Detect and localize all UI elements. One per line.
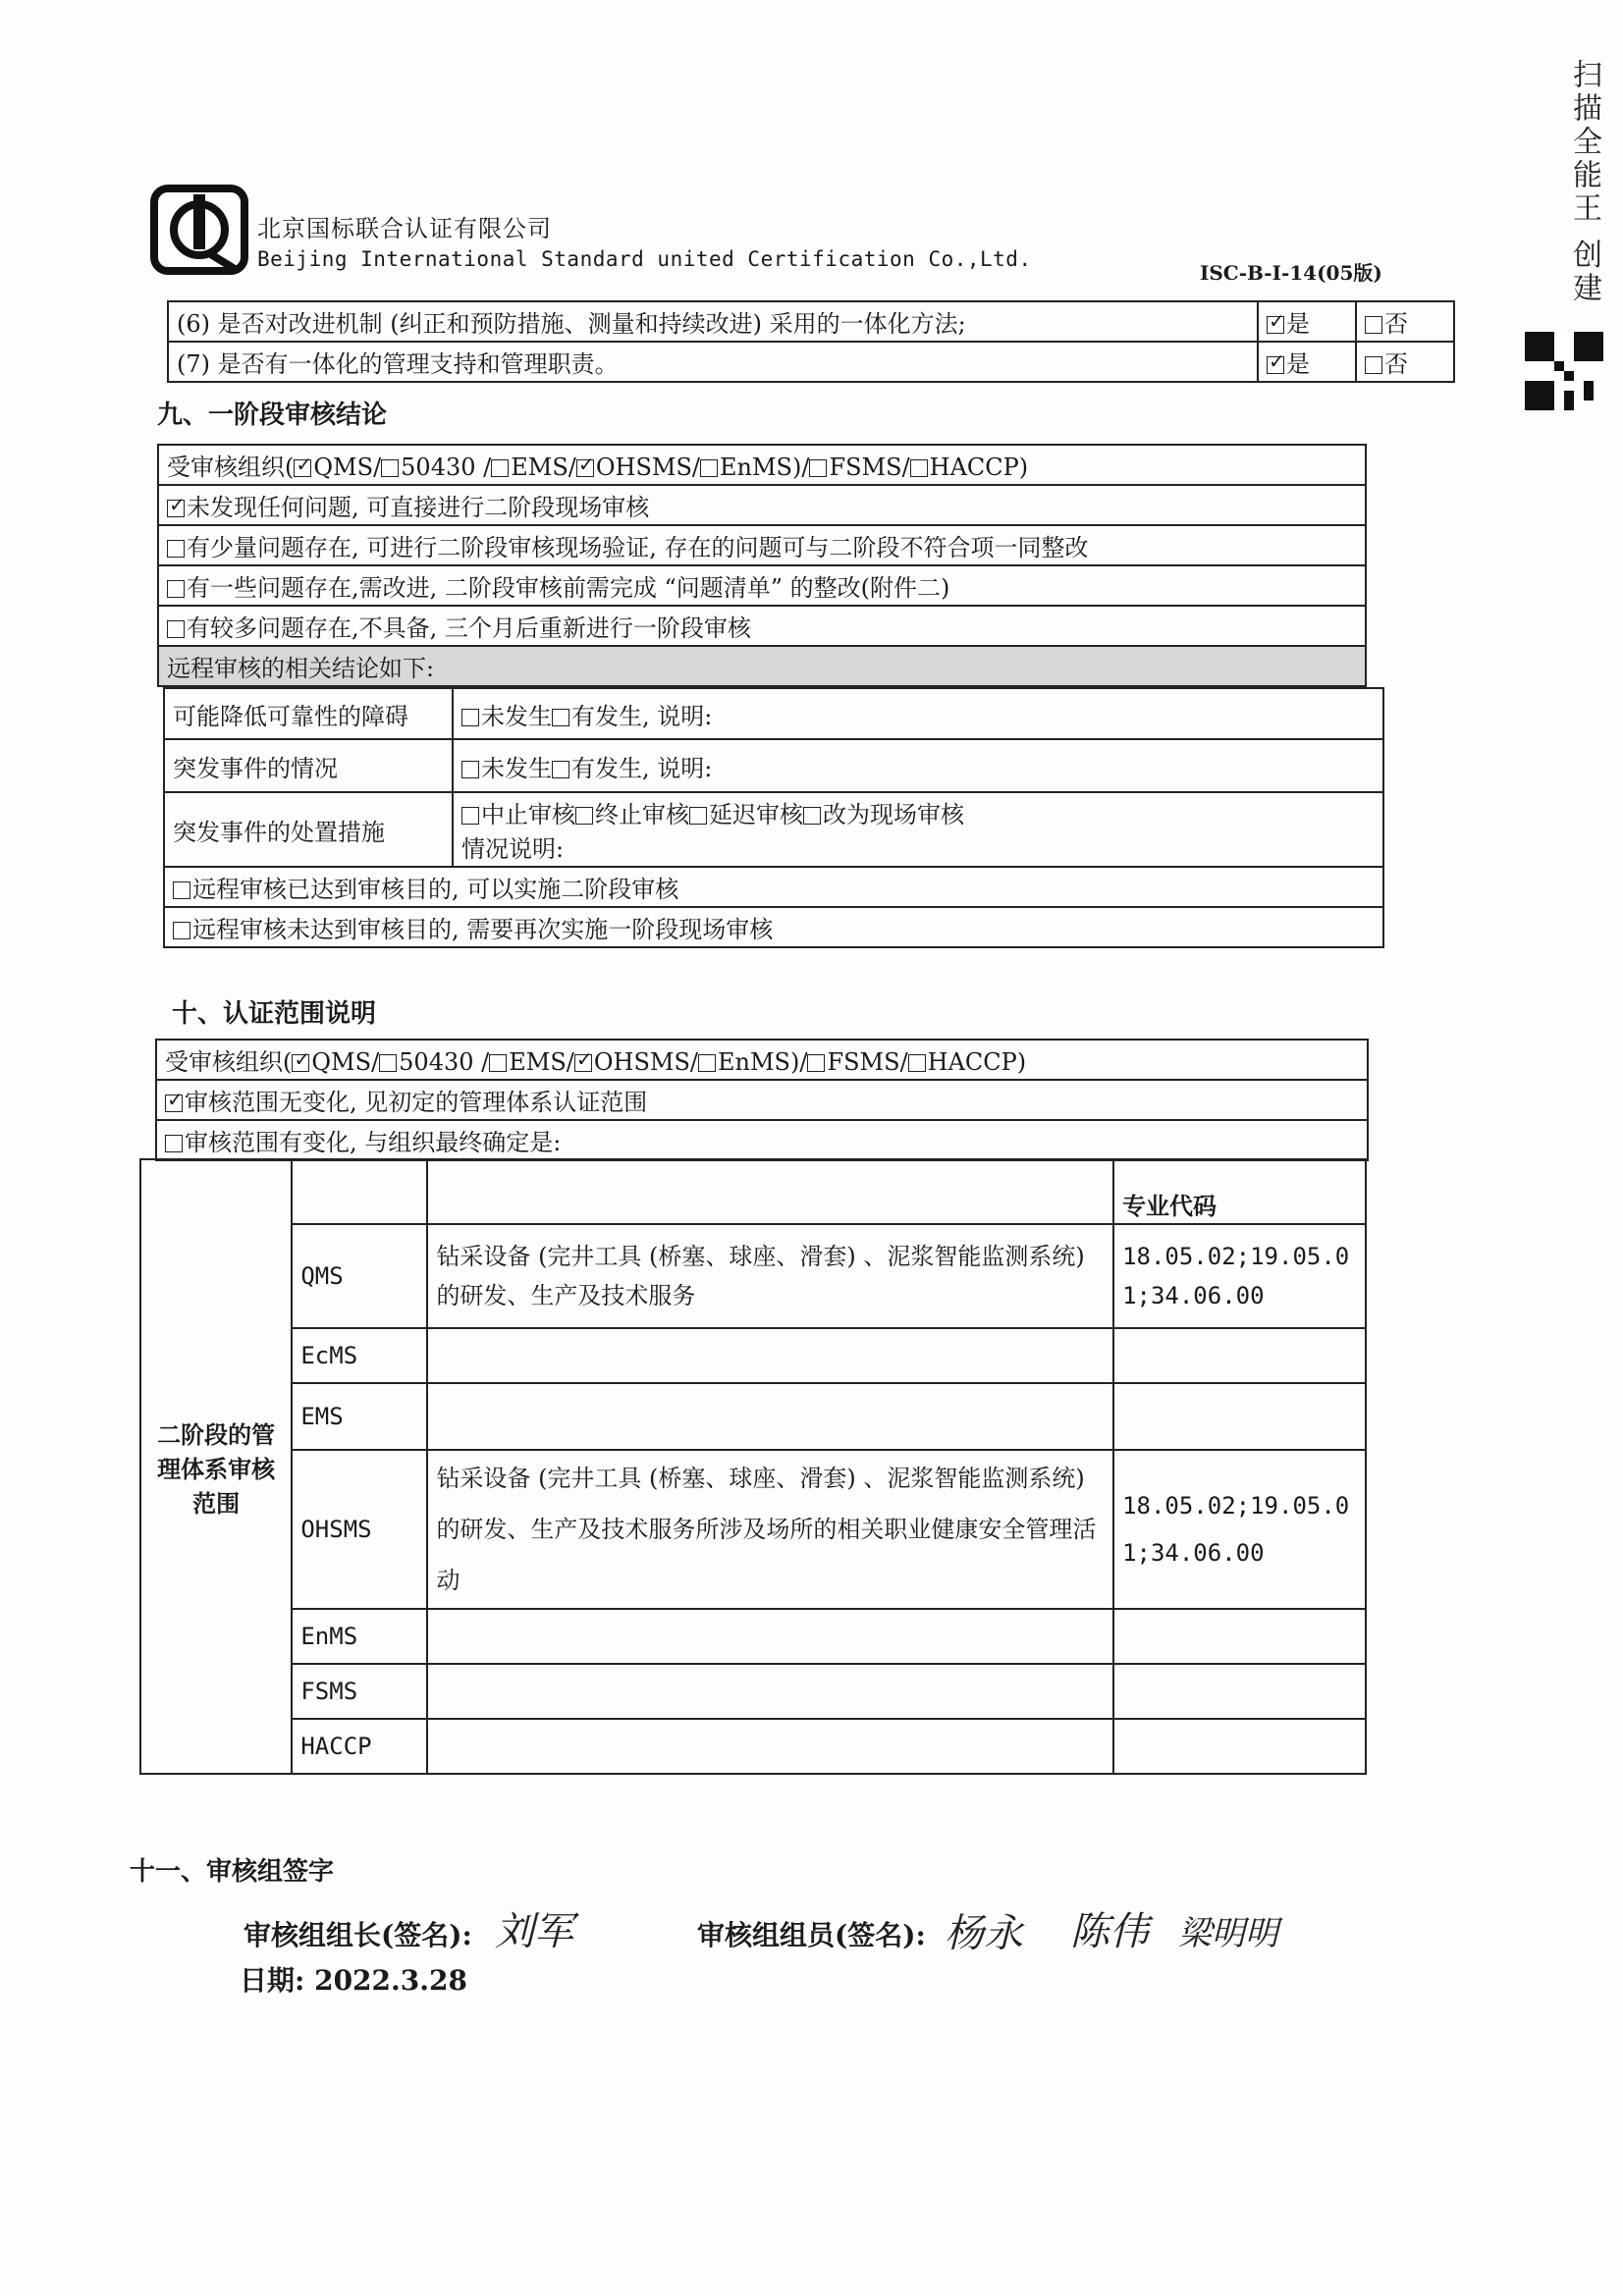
table-row: (6) 是否对改进机制 (纠正和预防措施、测量和持续改进) 采用的一体化方法; ✓ 是 否: [168, 301, 1454, 342]
scope-table: [139, 1158, 1367, 1775]
suspend-checkbox[interactable]: [461, 807, 479, 825]
scope-text: [427, 1609, 1113, 1664]
scope-text: [427, 1383, 1113, 1450]
table-row: 突发事件的处置措施 中止审核 终止审核 延迟审核 改为现场审核 情况说明:: [164, 792, 1383, 867]
table-row: [140, 1328, 1366, 1383]
scope-code: 18.05.02;19.05.01;34.06.00: [1113, 1450, 1366, 1609]
table-row: [140, 1383, 1366, 1450]
haccp-checkbox[interactable]: [908, 1054, 926, 1072]
member-signature: 杨永: [945, 1911, 1023, 1956]
system-name: HACCP: [292, 1719, 427, 1774]
option-checkbox[interactable]: [165, 1095, 183, 1112]
member-signature: 梁明明: [1178, 1914, 1278, 1953]
scope-code: [1113, 1609, 1366, 1664]
system-name: OHSMS: [292, 1450, 427, 1609]
ohsms-checkbox[interactable]: [576, 459, 594, 477]
date-label: 日期: 2022.3.28: [240, 1964, 467, 1997]
enms-checkbox[interactable]: [698, 1054, 716, 1072]
fsms-checkbox[interactable]: [807, 1054, 825, 1072]
terminate-checkbox[interactable]: [575, 807, 593, 825]
scope-code: [1113, 1719, 1366, 1774]
section-11-title: 十一、审核组签字: [130, 1857, 335, 1887]
remote-result-row: 远程审核已达到审核目的, 可以实施二阶段审核: [164, 867, 1383, 907]
occurred-checkbox[interactable]: [552, 761, 569, 778]
table-row: [140, 1719, 1366, 1774]
section-10-title: 十、认证范围说明: [172, 999, 377, 1029]
scope-code: [1113, 1383, 1366, 1450]
scope-text: [427, 1719, 1113, 1774]
qms-checkbox[interactable]: [294, 459, 311, 477]
system-name: FSMS: [292, 1664, 427, 1719]
enms-checkbox[interactable]: [700, 459, 718, 477]
result-checkbox[interactable]: [173, 881, 190, 899]
company-name-cn: 北京国标联合认证有限公司: [257, 215, 552, 242]
result-checkbox[interactable]: [173, 922, 190, 939]
org-systems-row: 受审核组织(✓ QMS/ 50430 / EMS/✓ OHSMS/ EnMS)/ FSMS/ HACCP): [156, 1040, 1368, 1080]
system-name: EnMS: [292, 1609, 427, 1664]
leader-signature: 刘军: [495, 1909, 573, 1954]
system-name: QMS: [292, 1224, 427, 1328]
measure-note: 情况说明:: [461, 835, 565, 863]
leader-label: 审核组组长(签名):: [243, 1919, 472, 1951]
remote-row-label: 突发事件的情况: [164, 739, 453, 792]
delay-checkbox[interactable]: [689, 807, 707, 825]
question-6: (6) 是否对改进机制 (纠正和预防措施、测量和持续改进) 采用的一体化方法;: [168, 301, 1258, 342]
option-checkbox[interactable]: [165, 1135, 183, 1152]
form-number: ISC-B-I-14(05版): [1200, 261, 1382, 285]
option-checkbox[interactable]: [167, 580, 185, 598]
table-row: 可能降低可靠性的障碍 未发生 有发生, 说明:: [164, 688, 1383, 739]
scope-label: 二阶段的管理体系审核范围: [140, 1159, 292, 1774]
scope-code: [1113, 1328, 1366, 1383]
table-row: [140, 1609, 1366, 1664]
date-value: 2022.3.28: [314, 1964, 467, 1997]
ems-checkbox[interactable]: [489, 1054, 507, 1072]
org-systems-row: 受审核组织(✓ QMS/ 50430 / EMS/✓ OHSMS/ EnMS)/ FSMS/ HACCP): [158, 445, 1366, 485]
scope-text: [427, 1664, 1113, 1719]
ohsms-checkbox[interactable]: [574, 1054, 592, 1072]
table-row: [140, 1224, 1366, 1328]
qr-code-icon: [1525, 332, 1603, 410]
table-row: 突发事件的情况 未发生 有发生, 说明:: [164, 739, 1383, 792]
option-row: 有较多问题存在,不具备, 三个月后重新进行一阶段审核: [158, 606, 1366, 646]
option-checkbox[interactable]: [167, 500, 185, 517]
company-logo: [150, 185, 248, 275]
50430-checkbox[interactable]: [381, 459, 399, 477]
remote-result-row: 远程审核未达到审核目的, 需要再次实施一阶段现场审核: [164, 907, 1383, 947]
not-occurred-checkbox[interactable]: [461, 709, 479, 726]
member-label: 审核组组员(签名):: [697, 1919, 926, 1951]
no-checkbox[interactable]: [1365, 356, 1382, 374]
onsite-checkbox[interactable]: [803, 807, 821, 825]
yes-checkbox[interactable]: [1267, 356, 1284, 374]
option-row: 有少量问题存在, 可进行二阶段审核现场验证, 存在的问题可与二阶段不符合项一同整改: [158, 525, 1366, 565]
table-row: [140, 1159, 1366, 1224]
scope-code: [1113, 1664, 1366, 1719]
yes-checkbox[interactable]: [1267, 316, 1284, 334]
member-signature: 陈伟: [1070, 1909, 1149, 1954]
50430-checkbox[interactable]: [379, 1054, 397, 1072]
option-row: ✓审核范围无变化, 见初定的管理体系认证范围: [156, 1080, 1368, 1120]
table-row: [140, 1664, 1366, 1719]
system-name: EMS: [292, 1383, 427, 1450]
top-table: [167, 300, 1455, 383]
option-row: 审核范围有变化, 与组织最终确定是:: [156, 1120, 1368, 1160]
no-checkbox[interactable]: [1365, 316, 1382, 334]
section-9-title: 九、一阶段审核结论: [157, 400, 388, 430]
haccp-checkbox[interactable]: [910, 459, 928, 477]
measure-label: 突发事件的处置措施: [164, 792, 453, 867]
scope-text: [427, 1328, 1113, 1383]
remote-audit-table: [163, 687, 1384, 948]
scope-text: 钻采设备 (完井工具 (桥塞、球座、滑套) 、泥浆智能监测系统) 的研发、生产及技术服务: [427, 1224, 1113, 1328]
option-checkbox[interactable]: [167, 540, 185, 558]
fsms-checkbox[interactable]: [809, 459, 827, 477]
company-name-en: Beijing International Standard united Certification Co.,Ltd.: [257, 247, 1032, 271]
option-row: ✓未发现任何问题, 可直接进行二阶段现场审核: [158, 485, 1366, 525]
remote-audit-title: 远程审核的相关结论如下:: [158, 646, 1366, 686]
table-row: [140, 1450, 1366, 1609]
question-7: (7) 是否有一体化的管理支持和管理职责。: [168, 342, 1258, 382]
scanner-watermark: 扫描全能王 创建: [1567, 59, 1601, 306]
occurred-checkbox[interactable]: [552, 709, 569, 726]
table-row: (7) 是否有一体化的管理支持和管理职责。 ✓ 是 否: [168, 342, 1454, 382]
option-checkbox[interactable]: [167, 620, 185, 638]
stage1-conclusion-table: [157, 444, 1367, 687]
scope-code: 18.05.02;19.05.01;34.06.00: [1113, 1224, 1366, 1328]
code-header: 专业代码: [1113, 1159, 1366, 1224]
scope-options-table: [155, 1039, 1369, 1161]
remote-row-label: 可能降低可靠性的障碍: [164, 688, 453, 739]
option-row: 有一些问题存在,需改进, 二阶段审核前需完成 “问题清单” 的整改(附件二): [158, 565, 1366, 606]
qms-checkbox[interactable]: [292, 1054, 309, 1072]
scope-text: 钻采设备 (完井工具 (桥塞、球座、滑套) 、泥浆智能监测系统) 的研发、生产及技术服务所涉及场所的相关职业健康安全管理活动: [427, 1450, 1113, 1609]
not-occurred-checkbox[interactable]: [461, 761, 479, 778]
ems-checkbox[interactable]: [491, 459, 509, 477]
system-name: EcMS: [292, 1328, 427, 1383]
